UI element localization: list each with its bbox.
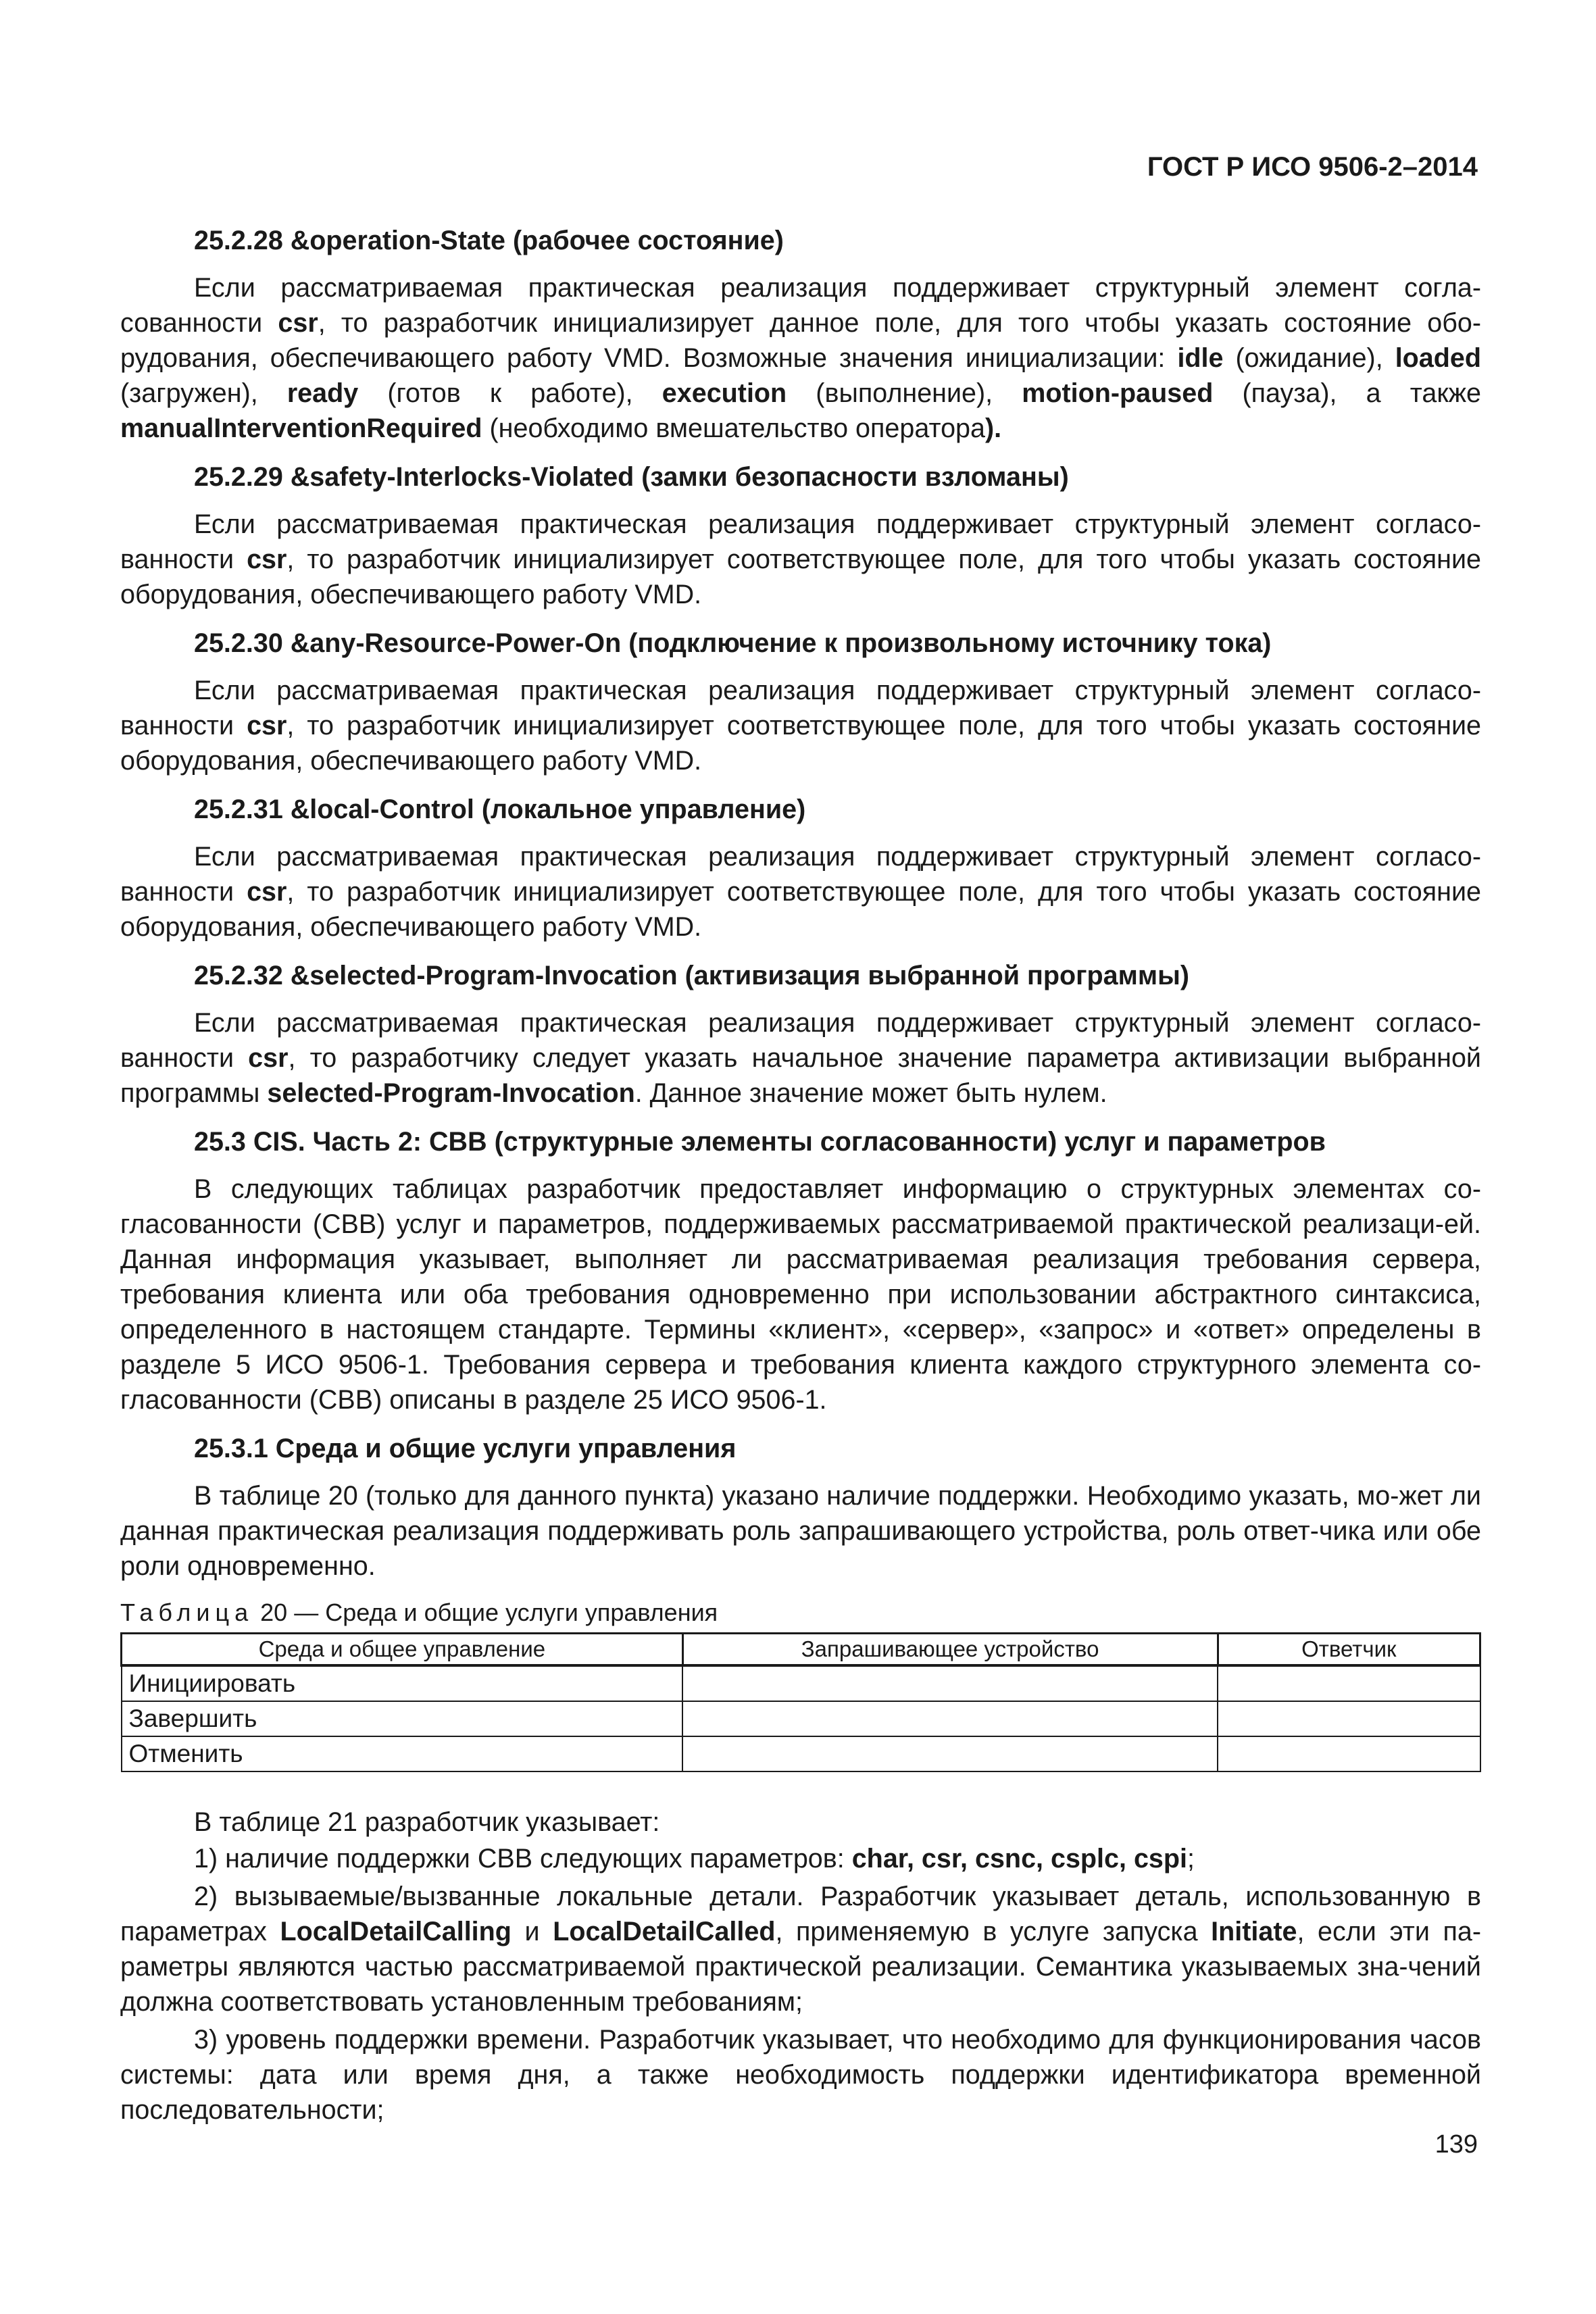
text-run: ; — [1187, 1844, 1195, 1873]
text-run: (выполнение), — [787, 378, 1022, 408]
table-20 — [120, 1632, 1481, 1772]
text-run: (необходимо вмешательство оператора — [482, 413, 985, 443]
table-caption-label: Таблица — [120, 1599, 254, 1626]
section-heading: 25.3.1 Среда и общие услуги управления — [194, 1434, 737, 1463]
text-run: , применяемую в услуге запуска — [775, 1917, 1212, 1946]
bold-term: manualInterventionRequired — [120, 413, 482, 443]
text-run: . Данное значение может быть нулем. — [634, 1078, 1107, 1108]
bold-term: LocalDetailCalling — [280, 1917, 512, 1946]
table-cell-service: Завершить — [122, 1701, 683, 1736]
text-run: и — [511, 1917, 553, 1946]
text-run: 1) наличие поддержки CBB следующих параметров: — [194, 1844, 852, 1873]
bold-term: csr — [278, 308, 318, 338]
text-run: 3) уровень поддержки времени. Разработчик указывает, что необходимо для функционирования часов системы: дата или время дня, а также необходимость поддержки идентификатора временной последовательности; — [120, 2025, 1481, 2125]
text-run: , то разработчик инициализирует соответствующее поле, для того чтобы указать состояние оборудования, обеспечивающего работу VMD. — [120, 877, 1482, 942]
column-header-requester: Запрашивающее устройство — [682, 1634, 1218, 1666]
text-run: В следующих таблицах разработчик предоставляет информацию о структурных элементах со-гласованности (CBB) услуг и параметров, поддерживаемых рассматриваемой практической реализаци-ей. Данная информация указывает, выполняет ли рассматриваемая реализация требования сервера, требования клиента или оба требования одновременно при использовании абстрактного синтаксиса, определенного в настоящем стандарте. Термины «клиент», «сервер», «запрос» и «ответ» определены в разделе 5 ИСО 9506-1. Требования сервера и требования клиента каждого структурного элемента со-гласованности (CBB) описаны в разделе 25 ИСО 9506-1. — [120, 1174, 1481, 1415]
text-run: Если рассматриваемая практическая реализация поддерживает структурный элемент согла-сованности — [120, 273, 1481, 338]
section-paragraph — [120, 1172, 1481, 1417]
bold-term: selected-Program-Invocation — [267, 1078, 635, 1108]
table-caption-title: 20 — Среда и общие услуги управления — [253, 1599, 718, 1626]
table-cell-requester — [682, 1701, 1218, 1736]
table-21-intro: В таблице 21 разработчик указывает: — [194, 1807, 660, 1837]
section-heading: 25.2.31 &local-Control (локальное управление) — [194, 795, 806, 824]
section-paragraph — [120, 507, 1481, 612]
table-cell-responder — [1218, 1665, 1480, 1701]
list-item — [120, 1841, 1481, 1876]
bold-term: execution — [662, 378, 787, 408]
section-heading: 25.2.32 &selected-Program-Invocation (активизация выбранной программы) — [194, 961, 1189, 990]
bold-term: ready — [286, 378, 359, 408]
section-heading: 25.2.28 &operation-State (рабочее состояние) — [194, 226, 784, 255]
page-content — [120, 223, 1481, 2130]
text-run: (загружен), — [120, 378, 287, 408]
bold-term: LocalDetailCalled — [553, 1917, 776, 1946]
text-run: Если рассматриваемая практическая реализация поддерживает структурный элемент согласо-ванности — [120, 1008, 1481, 1073]
text-run: В таблице 20 (только для данного пункта) указано наличие поддержки. Необходимо указать, мо-жет ли данная практическая реализация поддерживать роль запрашивающего устройства, роль ответ-чика или обе роли одновременно. — [120, 1481, 1481, 1581]
section-paragraph — [120, 270, 1481, 446]
text-run: Если рассматриваемая практическая реализация поддерживает структурный элемент согласо-ванности — [120, 676, 1481, 740]
list-item — [120, 2022, 1481, 2128]
table-cell-service: Отменить — [122, 1736, 683, 1771]
text-run: , то разработчик инициализирует данное поле, для того чтобы указать состояние обо-рудования, обеспечивающего работу VMD. Возможные значения инициализации: — [120, 308, 1481, 373]
bold-term: motion-paused — [1022, 378, 1214, 408]
sections-container — [120, 223, 1481, 1584]
text-run: , если эти па-раметры являются частью рассматриваемой практической реализации. Семантика указываемых зна-чений должна соответствовать установленным требованиям; — [120, 1917, 1482, 2017]
table-caption — [120, 1597, 1481, 1628]
text-run: 2) вызываемые/вызванные локальные детали. Разработчик указывает деталь, использованную в параметрах — [120, 1882, 1481, 1946]
section-paragraph — [120, 673, 1481, 778]
requirements-list — [120, 1841, 1481, 2128]
bold-term: char, csr, csnc, csplc, cspi — [851, 1844, 1187, 1873]
text-run: Если рассматриваемая практическая реализация поддерживает структурный элемент согласо-ванности — [120, 842, 1481, 907]
table-row — [122, 1736, 1480, 1771]
text-run: (готов к работе), — [358, 378, 662, 408]
standard-designation: ГОСТ Р ИСО 9506-2–2014 — [1147, 152, 1478, 182]
table-row — [122, 1701, 1480, 1736]
text-run: , то разработчик инициализирует соответствующее поле, для того чтобы указать состояние оборудования, обеспечивающего работу VMD. — [120, 711, 1482, 776]
page-number: 139 — [1435, 2130, 1478, 2159]
table-cell-responder — [1218, 1736, 1480, 1771]
bold-term: idle — [1177, 343, 1224, 373]
bold-term: ). — [985, 413, 1002, 443]
table-row — [122, 1665, 1480, 1701]
text-run: (пауза), а также — [1213, 378, 1481, 408]
section-heading: 25.2.30 &any-Resource-Power-On (подключение к произвольному источнику тока) — [194, 628, 1272, 658]
table-cell-requester — [682, 1665, 1218, 1701]
text-run: , то разработчику следует указать начальное значение параметра активизации выбранной программы — [120, 1043, 1481, 1108]
section-heading: 25.2.29 &safety-Interlocks-Violated (замки безопасности взломаны) — [194, 462, 1069, 492]
column-header-environment: Среда и общее управление — [122, 1634, 683, 1666]
bold-term: csr — [247, 545, 287, 574]
text-run: (ожидание), — [1223, 343, 1395, 373]
section-paragraph — [120, 1478, 1481, 1584]
bold-term: loaded — [1395, 343, 1481, 373]
text-run: Если рассматриваемая практическая реализация поддерживает структурный элемент согласо-ванности — [120, 509, 1481, 574]
table-cell-service: Инициировать — [122, 1665, 683, 1701]
bold-term: Initiate — [1211, 1917, 1297, 1946]
table-header-row — [122, 1634, 1480, 1666]
bold-term: csr — [247, 711, 287, 740]
table-cell-requester — [682, 1736, 1218, 1771]
bold-term: csr — [247, 877, 287, 907]
list-item — [120, 1879, 1481, 2019]
text-run: , то разработчик инициализирует соответствующее поле, для того чтобы указать состояние оборудования, обеспечивающего работу VMD. — [120, 545, 1482, 609]
table-cell-responder — [1218, 1701, 1480, 1736]
bold-term: csr — [248, 1043, 289, 1073]
section-paragraph — [120, 1005, 1481, 1111]
column-header-responder: Ответчик — [1218, 1634, 1480, 1666]
section-heading: 25.3 CIS. Часть 2: CBB (структурные элементы согласованности) услуг и параметров — [194, 1127, 1326, 1157]
section-paragraph — [120, 839, 1481, 945]
